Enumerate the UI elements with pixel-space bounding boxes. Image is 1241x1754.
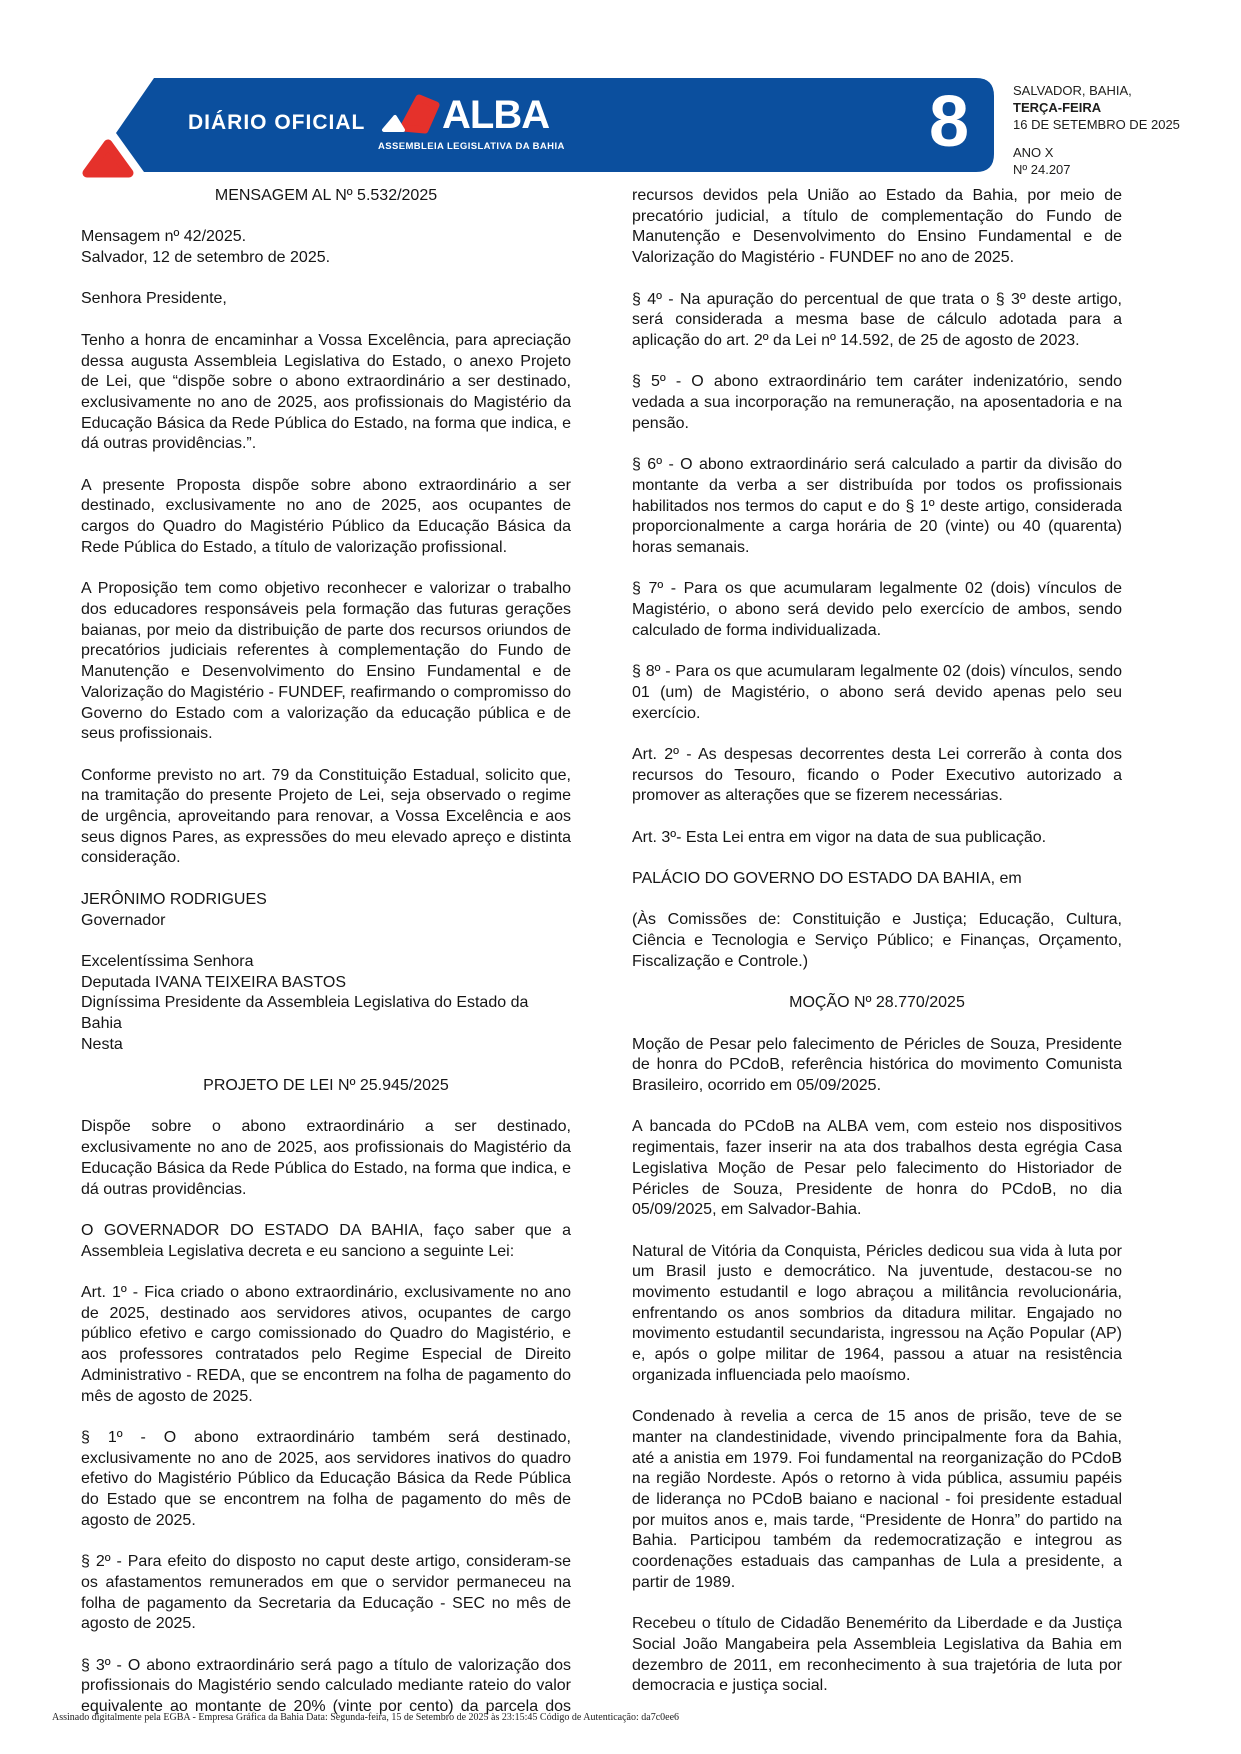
paragraph: Dispõe sobre o abono extraordinário a ser destinado, exclusivamente no ano de 2025, aos profissionais do Magistério da Educação Básica da Rede Pública do Estado, na forma que indica, e dá outras providências. (81, 1118, 571, 1198)
text-lines: Senhora Presidente, (81, 290, 227, 308)
paragraph: Condenado à revelia a cerca de 15 anos de prisão, teve de se manter na clandestinidade, vivendo principalmente fora da Bahia, até a anistia em 1979. Foi fundamental na reorganização do PCdoB na região Nordeste. Após o retorno à vida pública, assumiu papéis de liderança no PCdoB baiano e nacional - foi presidente estadual por muitos anos e, mais tarde, “Presidente de Honra” do partido na Bahia. Participou também da redemocratização e integrou as coordenações estaduais das campanhas de Lula a presidente, a partir de 1989. (632, 1408, 1122, 1591)
issue-info (1013, 82, 1180, 178)
paragraph: A Proposição tem como objetivo reconhecer e valorizar o trabalho dos educadores responsáveis pela formação das futuras gerações baianas, por meio da distribuição de parte dos recursos oriundos de precatórios judiciais referentes à complementação do Fundo de Manutenção e Desenvolvimento do Ensino Fundamental e de Valorização do Magistério - FUNDEF, reafirmando o compromisso do Governo do Estado com a valorização da educação pública e de seus profissionais. (81, 580, 571, 743)
issue-city: SALVADOR, BAHIA, (1013, 83, 1132, 98)
paragraph: (Às Comissões de: Constituição e Justiça; Educação, Cultura, Ciência e Tecnologia e Serviço Público; e Finanças, Orçamento, Fiscalização e Controle.) (632, 911, 1122, 970)
paragraph: § 8º - Para os que acumularam legalmente 02 (dois) vínculos, sendo 01 (um) de Magistério, o abono será devido apenas pelo seu exercício. (632, 663, 1122, 722)
paragraph: § 4º - Na apuração do percentual de que trata o § 3º deste artigo, será considerada a mesma base de cálculo adotada para a aplicação do art. 2º da Lei nº 14.592, de 25 de agosto de 2023. (632, 290, 1122, 349)
alba-logo-subtitle: ASSEMBLEIA LEGISLATIVA DA BAHIA (378, 141, 565, 152)
spacer (1013, 133, 1180, 144)
paragraph: O GOVERNADOR DO ESTADO DA BAHIA, faço saber que a Assembleia Legislativa decreta e eu sanciono a seguinte Lei: (81, 1221, 571, 1260)
paragraph: § 7º - Para os que acumularam legalmente 02 (dois) vínculos de Magistério, o abono será devido pelo exercício de ambos, sendo calculado de forma individualizada. (632, 580, 1122, 639)
paragraph: § 3º - O abono extraordinário será pago a título de valorização dos profissionais do Magistério sendo calculado mediante rateio do valor equivalente ao montante de 20% (vinte por cento) da parcela dos (81, 1656, 571, 1716)
paragraph: Conforme previsto no art. 79 da Constituição Estadual, solicito que, na tramitação do presente Projeto de Lei, seja observado o regime de urgência, aproveitando para renovar, a Vossa Excelência e aos seus dignos Pares, as expressões do meu elevado apreço e distinta consideração. (81, 766, 571, 867)
paragraph: PALÁCIO DO GOVERNO DO ESTADO DA BAHIA, em (632, 870, 1022, 888)
issue-weekday: TERÇA-FEIRA (1013, 100, 1102, 115)
column-left (81, 186, 571, 1738)
column-right (632, 186, 1122, 1738)
issue-year: ANO X (1013, 145, 1054, 160)
issue-date: 16 DE SETEMBRO DE 2025 (1013, 117, 1180, 132)
brand-title: DIÁRIO OFICIAL (188, 111, 366, 134)
page-number: 8 (928, 82, 970, 162)
paragraph: Natural de Vitória da Conquista, Péricles dedicou sua vida à luta por um Brasil justo e democrático. Na juventude, destacou-se no movimento estudantil e logo abraçou a militância revolucionária, enfrentando os anos sombrios da ditadura militar. Engajado no movimento estudantil secundarista, ingressou na Ação Popular (AP) e, após o golpe militar de 1964, passou a atuar na resistência organizada influenciada pelo maoísmo. (632, 1242, 1122, 1384)
paragraph: § 1º - O abono extraordinário também será destinado, exclusivamente no ano de 2025, aos servidores inativos do quadro efetivo do Magistério Público da Educação Básica da Rede Pública do Estado que se encontrem na folha de pagamento do mês de agosto de 2025. (81, 1428, 571, 1529)
digital-signature-line: Assinado digitalmente pela EGBA - Empresa Gráfica da Bahia Data: Segunda-feira, 15 de Setembro de 2025 às 23:15:45 Código de Autenticação: da7c0ee6 (52, 1712, 680, 1723)
paragraph: § 2º - Para efeito do disposto no caput deste artigo, consideram-se os afastamentos remunerados em que o servidor permaneceu na folha de pagamento da Secretaria da Educação - SEC no mês de agosto de 2025. (81, 1553, 571, 1633)
issue-number: Nº 24.207 (1013, 162, 1071, 177)
paragraph: recursos devidos pela União ao Estado da Bahia, por meio de precatório judicial, a título de complementação do Fundo de Manutenção e Desenvolvimento do Ensino Fundamental e de Valorização do Magistério - FUNDEF no ano de 2025. (632, 187, 1122, 267)
document-body (81, 186, 1123, 1738)
paragraph: Moção de Pesar pelo falecimento de Péricles de Souza, Presidente de honra do PCdoB, referência histórica do movimento Comunista Brasileiro, ocorrido em 05/09/2025. (632, 1035, 1122, 1095)
paragraph: Tenho a honra de encaminhar a Vossa Excelência, para apreciação dessa augusta Assembleia Legislativa do Estado, o anexo Projeto de Lei, que “dispõe sobre o abono extraordinário a ser destinado, exclusivamente no ano de 2025, aos profissionais do Magistério da Educação Básica da Rede Pública do Estado, na forma que indica, e dá outras providências.”. (81, 331, 571, 453)
text-lines: Excelentíssima Senhora Deputada IVANA TEIXEIRA BASTOS Digníssima Presidente da Assembleia Legislativa do Estado da Bahia Nesta (81, 952, 529, 1053)
section-title: MOÇÃO Nº 28.770/2025 (789, 994, 965, 1012)
paragraph: A presente Proposta dispõe sobre abono extraordinário a ser destinado, exclusivamente no ano de 2025, aos ocupantes de cargos do Quadro do Magistério Público da Educação Básica da Rede Pública do Estado, a título de valorização profissional. (81, 476, 571, 556)
text-lines: JERÔNIMO RODRIGUES Governador (81, 890, 267, 929)
paragraph: Art. 1º - Fica criado o abono extraordinário, exclusivamente no ano de 2025, destinado aos servidores ativos, ocupantes de cargo público efetivo e cargo comissionado do Quadro do Magistério, e aos professores contratados pelo Regime Especial de Direito Administrativo - REDA, que se encontrem na folha de pagamento do mês de agosto de 2025. (81, 1284, 571, 1405)
text-lines: Mensagem nº 42/2025. Salvador, 12 de setembro de 2025. (81, 228, 331, 267)
section-title: MENSAGEM AL Nº 5.532/2025 (214, 187, 438, 204)
paragraph: § 5º - O abono extraordinário tem caráter indenizatório, sendo vedada a sua incorporação na remuneração, na aposentadoria e na pensão. (632, 373, 1122, 432)
paragraph: A bancada do PCdoB na ALBA vem, com esteio nos dispositivos regimentais, fazer inserir na ata dos trabalhos desta egrégia Casa Legislativa Moção de Pesar pelo falecimento do Historiador de Péricles de Souza, Presidente de honra do PCdoB, no dia 05/09/2025, em Salvador-Bahia. (632, 1118, 1122, 1219)
section-title: PROJETO DE LEI Nº 25.945/2025 (203, 1077, 449, 1095)
paragraph: § 6º - O abono extraordinário será calculado a partir da divisão do montante da verba a ser distribuída por todos os profissionais habilitados nos termos do caput e do § 1º deste artigo, considerada proporcionalmente a carga horária de 20 (vinte) ou 40 (quarenta) horas semanais. (632, 456, 1122, 556)
paragraph: Art. 2º - As despesas decorrentes desta Lei correrão à conta dos recursos do Tesouro, ficando o Poder Executivo autorizado a promover as alterações que se fizerem necessárias. (632, 745, 1122, 805)
paragraph: Art. 3º- Esta Lei entra em vigor na data de sua publicação. (632, 828, 1047, 846)
paragraph: Recebeu o título de Cidadão Benemérito da Liberdade e da Justiça Social João Mangabeira pela Assembleia Legislativa da Bahia em dezembro de 2011, em reconhecimento à sua trajetória de luta por democracia e justiça social. (632, 1615, 1122, 1695)
alba-logo-name: ALBA (442, 93, 550, 137)
red-triangle-icon (87, 144, 129, 173)
